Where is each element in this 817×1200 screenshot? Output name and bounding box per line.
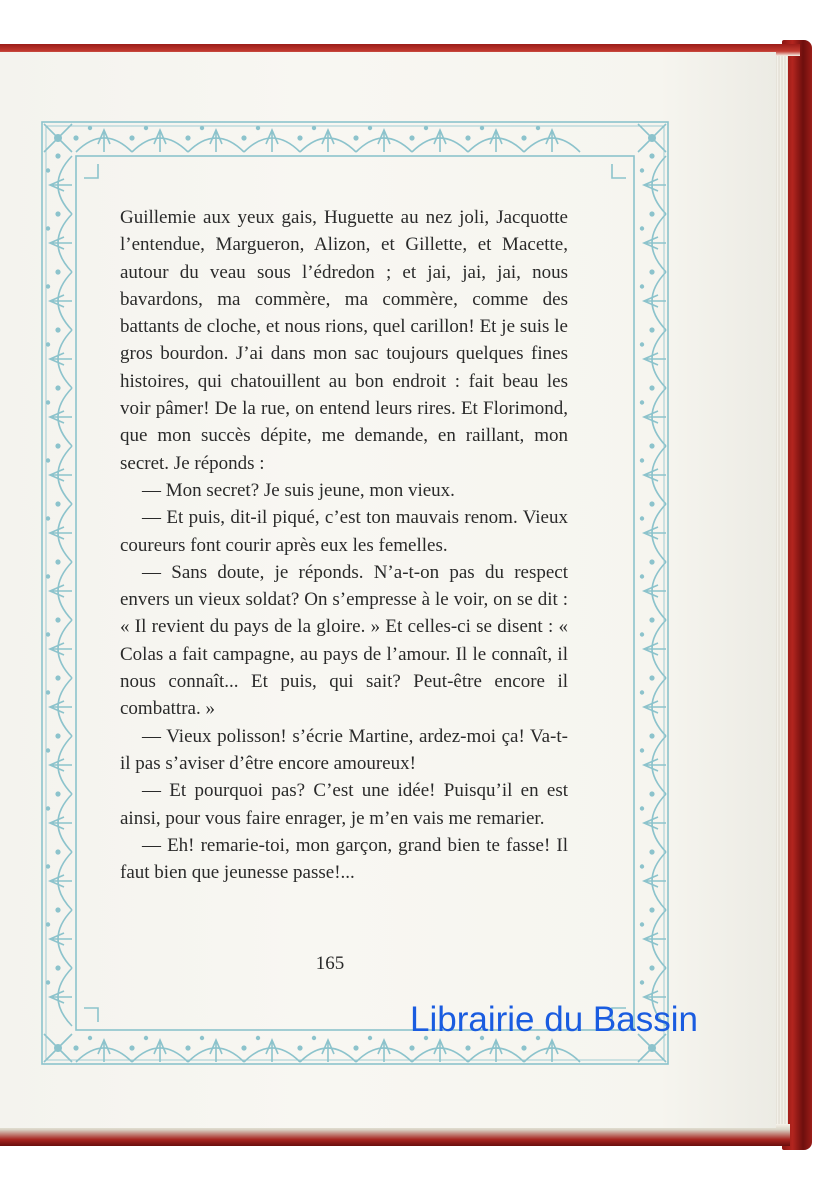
paragraph: — Eh! remarie-toi, mon garçon, grand bien te fasse! Il faut bien que jeunesse passe!... — [120, 834, 568, 884]
paragraph: — Mon secret? Je suis jeune, mon vieux. — [142, 479, 455, 501]
paragraph: — Vieux polisson! s’écrie Martine, ardez-moi ça! Va-t-il pas s’aviser d’être encore amoureux! — [120, 725, 568, 774]
watermark-text: Librairie du Bassin — [410, 1000, 698, 1039]
page-number: 165 — [315, 953, 345, 974]
page-text — [120, 204, 568, 886]
paragraph: — Et puis, dit-il piqué, c’est ton mauvais renom. Vieux coureurs font courir après eux les femelles. — [120, 507, 568, 556]
paragraph: — Et pourquoi pas? C’est une idée! Puisqu’il en est ainsi, pour vous faire enrager, je m’en vais me remarier. — [120, 780, 568, 829]
paragraph: — Sans doute, je réponds. N’a-t-on pas du respect envers un vieux soldat? On s’empresse à le voir, on se dit : « Il revient du pays de la gloire. » Et celles-ci se disent : « Colas a fait campagne, au pays de l’amour. Il le connaît, il nous connaît... Et puis, qui sait? Peut-être encore il combattra. » — [120, 561, 568, 720]
paragraph: Guillemie aux yeux gais, Huguette au nez joli, Jacquotte l’entendue, Margueron, Alizon, et Gillette, et Macette, autour du veau sous l’édredon ; et jai, jai, jai, nous bavardons, ma commère, ma commère, comme des battants de cloche, et nous rions, quel carillon! Et je suis le gros bourdon. J’ai dans mon sac toujours quelques fines histoires, qui chatouillent au bon endroit : fait beau les voir pâmer! De la rue, on entend leurs rires. Et Florimond, que mon succès dépite, me demande, en raillant, mon secret. Je réponds : — [120, 207, 568, 474]
